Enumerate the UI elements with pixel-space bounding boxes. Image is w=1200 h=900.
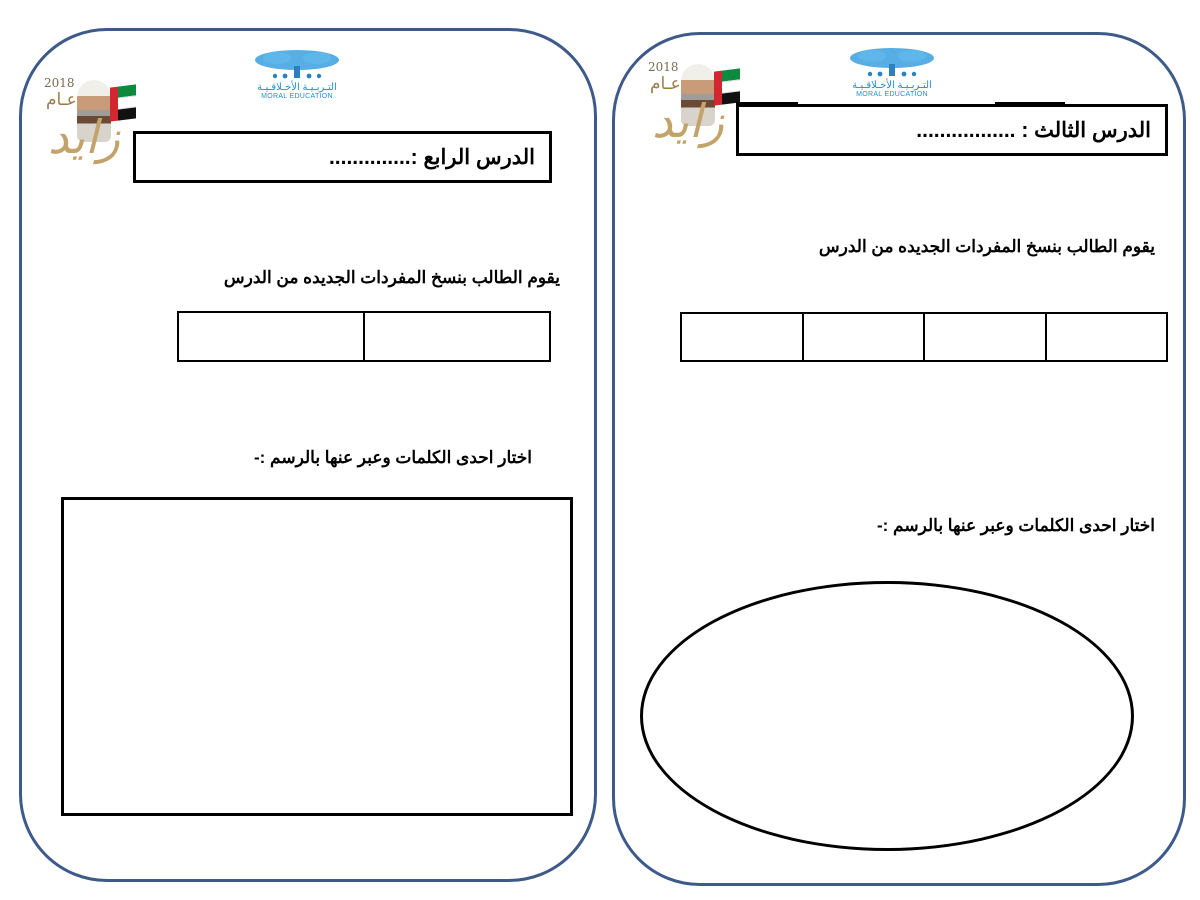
emblem-am: عـام xyxy=(650,74,681,94)
emblem-zayed: زايد xyxy=(48,110,120,164)
lesson-title-box[interactable]: الدرس الثالث : ................. xyxy=(736,104,1168,156)
logo-arabic-text: التـربـيـة الأخـلاقـيـة xyxy=(257,82,337,93)
emblem-am: عـام xyxy=(46,90,77,110)
tree-icon xyxy=(832,46,952,82)
draw-instruction: اختار احدى الكلمات وعبر عنها بالرسم :- xyxy=(877,516,1155,535)
vocab-box[interactable] xyxy=(923,314,1045,360)
vocab-box[interactable] xyxy=(682,314,802,360)
year-of-zayed-emblem xyxy=(648,60,740,164)
vocab-box[interactable] xyxy=(179,313,363,360)
draw-instruction: اختار احدى الكلمات وعبر عنها بالرسم :- xyxy=(254,448,532,467)
emblem-zayed: زايد xyxy=(652,94,724,148)
vocab-instruction: يقوم الطالب بنسخ المفردات الجديده من الدرس xyxy=(818,237,1155,256)
emblem-year: 2018 xyxy=(44,76,75,90)
vocab-box[interactable] xyxy=(1045,314,1167,360)
emblem-year: 2018 xyxy=(648,60,679,74)
moral-education-logo xyxy=(832,46,952,98)
vocab-instruction: يقوم الطالب بنسخ المفردات الجديده من الدرس xyxy=(223,268,560,287)
logo-english-text: MORAL EDUCATION xyxy=(856,91,928,98)
year-of-zayed-emblem xyxy=(44,76,136,180)
drawing-area[interactable] xyxy=(640,581,1134,851)
logo-arabic-text: التـربـيـة الأخـلاقـيـة xyxy=(852,80,932,91)
drawing-area[interactable] xyxy=(61,497,573,816)
moral-education-logo xyxy=(237,48,357,100)
vocab-boxes xyxy=(680,312,1168,362)
vocab-box[interactable] xyxy=(363,313,549,360)
logo-english-text: MORAL EDUCATION xyxy=(261,93,333,100)
lesson-title-box[interactable]: الدرس الرابع :.............. xyxy=(133,131,552,183)
tree-icon xyxy=(237,48,357,84)
vocab-box[interactable] xyxy=(802,314,924,360)
vocab-boxes xyxy=(177,311,551,362)
